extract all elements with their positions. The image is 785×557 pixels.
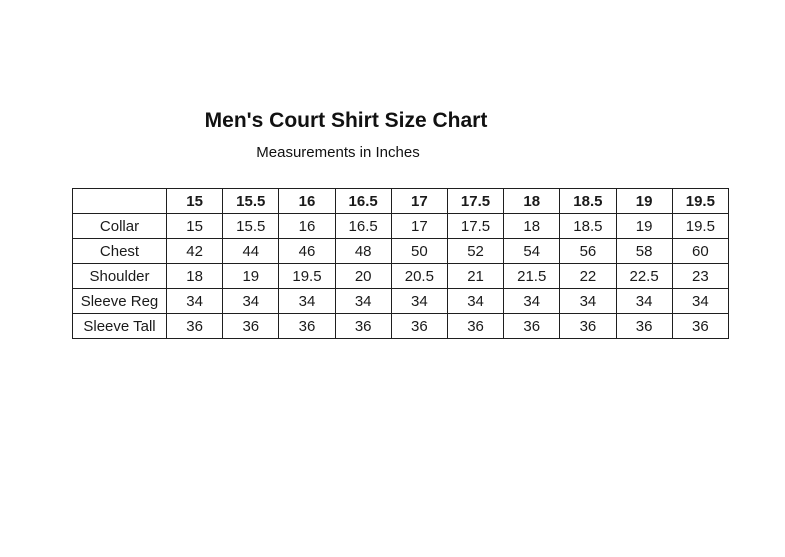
- table-cell: 22.5: [616, 264, 672, 289]
- table-cell: 36: [167, 314, 223, 339]
- table-cell: 36: [616, 314, 672, 339]
- row-label: Shoulder: [73, 264, 167, 289]
- table-cell: 46: [279, 239, 335, 264]
- table-cell: 34: [279, 289, 335, 314]
- column-header: 16: [279, 189, 335, 214]
- table-cell: 20: [335, 264, 391, 289]
- table-cell: 34: [223, 289, 279, 314]
- table-cell: 34: [560, 289, 616, 314]
- table-cell: 19.5: [672, 214, 728, 239]
- column-header: 19.5: [672, 189, 728, 214]
- table-cell: 17: [391, 214, 447, 239]
- table-cell: 36: [391, 314, 447, 339]
- table-row-sleeve-tall: [73, 314, 729, 339]
- table-cell: 18.5: [560, 214, 616, 239]
- table-cell: 50: [391, 239, 447, 264]
- table-cell: 44: [223, 239, 279, 264]
- table-cell: 36: [560, 314, 616, 339]
- table-cell: 34: [504, 289, 560, 314]
- table-cell: 16.5: [335, 214, 391, 239]
- table-cell: 15: [167, 214, 223, 239]
- size-chart-table: [72, 188, 729, 339]
- table-cell: 52: [447, 239, 503, 264]
- table-cell: 36: [279, 314, 335, 339]
- table-cell: 20.5: [391, 264, 447, 289]
- table-cell: 22: [560, 264, 616, 289]
- table-cell: 36: [335, 314, 391, 339]
- row-label: Collar: [73, 214, 167, 239]
- table-cell: 34: [391, 289, 447, 314]
- table-cell: 36: [223, 314, 279, 339]
- page-subtitle: Measurements in Inches: [256, 144, 420, 161]
- row-label: Chest: [73, 239, 167, 264]
- row-label: Sleeve Reg: [73, 289, 167, 314]
- table-cell: 36: [672, 314, 728, 339]
- table-cell: 15.5: [223, 214, 279, 239]
- table-row-sleeve-reg: [73, 289, 729, 314]
- table-cell: 42: [167, 239, 223, 264]
- table-cell: 34: [167, 289, 223, 314]
- corner-cell: [73, 189, 167, 214]
- column-header: 18: [504, 189, 560, 214]
- column-header: 17: [391, 189, 447, 214]
- table-cell: 58: [616, 239, 672, 264]
- column-header: 18.5: [560, 189, 616, 214]
- table-cell: 19: [616, 214, 672, 239]
- table-cell: 60: [672, 239, 728, 264]
- table-cell: 21.5: [504, 264, 560, 289]
- table-cell: 19.5: [279, 264, 335, 289]
- page-title: Men's Court Shirt Size Chart: [204, 109, 488, 132]
- table-cell: 48: [335, 239, 391, 264]
- row-label: Sleeve Tall: [73, 314, 167, 339]
- table-cell: 34: [447, 289, 503, 314]
- column-header: 15.5: [223, 189, 279, 214]
- column-header: 17.5: [447, 189, 503, 214]
- table-cell: 21: [447, 264, 503, 289]
- column-header: 19: [616, 189, 672, 214]
- table-header-row: [73, 189, 729, 214]
- table-cell: 17.5: [447, 214, 503, 239]
- table-cell: 34: [335, 289, 391, 314]
- table-cell: 36: [447, 314, 503, 339]
- table-cell: 36: [504, 314, 560, 339]
- table-cell: 34: [672, 289, 728, 314]
- column-header: 15: [167, 189, 223, 214]
- table-cell: 54: [504, 239, 560, 264]
- table-cell: 56: [560, 239, 616, 264]
- table-row-shoulder: [73, 264, 729, 289]
- table-cell: 23: [672, 264, 728, 289]
- table-cell: 18: [504, 214, 560, 239]
- table-row-collar: [73, 214, 729, 239]
- table-row-chest: [73, 239, 729, 264]
- table-cell: 34: [616, 289, 672, 314]
- column-header: 16.5: [335, 189, 391, 214]
- table-cell: 19: [223, 264, 279, 289]
- table-cell: 18: [167, 264, 223, 289]
- table-cell: 16: [279, 214, 335, 239]
